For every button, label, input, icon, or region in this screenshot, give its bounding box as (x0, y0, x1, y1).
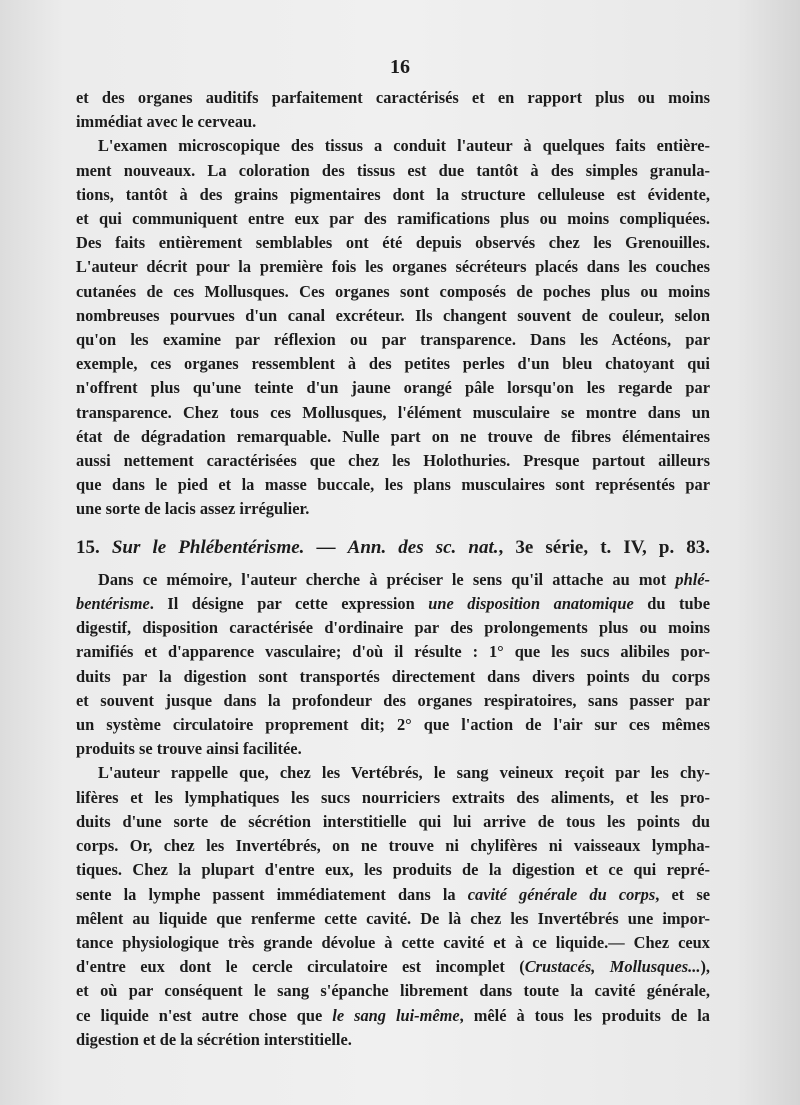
text-line: tance physiologique très grande dévolue à cette cavité et à ce liquide.— Chez ceux (76, 932, 710, 952)
text-line: L'auteur décrit pour la première fois les organes sécréteurs placés dans les couches (76, 257, 710, 277)
text-segment: d'entre eux dont le cercle circulatoire est incomplet ( (76, 957, 525, 977)
text-segment: . Il désigne par cette expression (149, 594, 429, 614)
text-line: Des faits entièrement semblables ont été depuis observés chez les Grenouilles. (76, 233, 710, 253)
page-body (76, 86, 710, 1052)
text-line: ramifiés et d'apparence vasculaire; d'où il résulte : 1° que les sucs alibiles por- (76, 642, 710, 662)
text-line: cutanées de ces Mollusques. Ces organes sont composés de poches plus ou moins (76, 281, 710, 301)
text-line: une sorte de lacis assez irrégulier. (76, 499, 310, 519)
text-line: tiques. Chez la plupart d'entre eux, les produits de la digestion et ce qui repré- (76, 860, 710, 880)
text-line: tions, tantôt à des grains pigmentaires dont la structure celluleuse est évidente, (76, 184, 710, 204)
text-segment: sente la lymphe passent immédiatement dans la (76, 884, 468, 904)
text-line: que dans le pied et la masse buccale, les plans musculaires sont représentés par (76, 475, 710, 495)
text-segment: ), (700, 957, 710, 977)
text-line: nombreuses pourvues d'un canal excréteur. Ils changent souvent de couleur, selon (76, 305, 710, 325)
text-line: duits d'une sorte de sécrétion interstitielle qui lui arrive de tous les points du (76, 811, 710, 831)
text-line (76, 592, 710, 616)
text-segment: , mêlé à tous les produits de la (459, 1005, 710, 1025)
italic-segment: le sang lui-même (332, 1005, 460, 1025)
text-segment: ce liquide n'est autre chose que (76, 1005, 333, 1025)
italic-segment: bentérisme (76, 594, 150, 614)
text-line: duits par la digestion sont transportés directement dans divers points du corps (76, 666, 710, 686)
text-segment: du tube (633, 594, 710, 614)
italic-segment: une disposition anatomique (428, 594, 634, 614)
paragraph-4 (76, 761, 710, 1051)
text-line: qu'on les examine par réflexion ou par transparence. Dans les Actéons, par (76, 330, 710, 350)
paragraph-2 (76, 134, 710, 521)
text-line: lifères et les lymphatiques les sucs nourriciers extraits des aliments, et les pro- (76, 787, 710, 807)
italic-segment: phlé- (675, 569, 710, 589)
italic-segment: Crustacés, Mollusques... (524, 957, 701, 977)
text-line (76, 883, 710, 907)
text-line (76, 568, 710, 592)
text-line: n'offrent plus qu'une teinte d'un jaune orangé pâle lorsqu'on les regarde par (76, 378, 710, 398)
heading-series: , 3e série, t. IV, p. 83. (498, 536, 711, 558)
text-line: ment nouveaux. La coloration des tissus est due tantôt à des simples granula- (76, 160, 710, 180)
text-line: digestion et de la sécrétion interstitielle. (76, 1029, 352, 1049)
section-heading (76, 536, 710, 560)
text-line: mêlent au liquide que renferme cette cavité. De là chez les Invertébrés une impor- (76, 908, 710, 928)
text-line: digestif, disposition caractérisée d'ordinaire par des prolongements plus ou moins (76, 618, 710, 638)
page-number: 16 (390, 56, 410, 78)
text-line: corps. Or, chez les Invertébrés, on ne trouve ni chylifères ni vaisseaux lympha- (76, 836, 710, 856)
heading-number: 15. (76, 536, 100, 558)
text-line: état de dégradation remarquable. Nulle part on ne trouve de fibres élémentaires (76, 426, 710, 446)
text-segment: Dans ce mémoire, l'auteur cherche à préciser le sens qu'il attache au mot (98, 569, 676, 589)
text-line (76, 1004, 710, 1028)
italic-segment: cavité générale du corps (467, 884, 656, 904)
heading-title: Sur le Phlébentérisme. (111, 536, 305, 558)
paragraph-1 (76, 86, 710, 134)
text-line: un système circulatoire proprement dit; 2° que l'action de l'air sur ces mêmes (76, 715, 710, 735)
text-line: L'auteur rappelle que, chez les Vertébrés, le sang veineux reçoit par les chy- (98, 763, 710, 783)
text-line: et qui communiquent entre eux par des ramifications plus ou moins compliquées. (76, 209, 710, 229)
text-line: et des organes auditifs parfaitement caractérisés et en rapport plus ou moins (76, 88, 710, 107)
paragraph-3 (76, 568, 710, 762)
heading-dash: — (316, 536, 336, 558)
text-line: produits se trouve ainsi facilitée. (76, 739, 302, 759)
text-line: immédiat avec le cerveau. (76, 112, 257, 132)
text-line (76, 955, 710, 979)
heading-journal: Ann. des sc. nat. (347, 536, 499, 558)
text-line: et souvent jusque dans la profondeur des organes respiratoires, sans passer par (76, 690, 710, 710)
text-line: aussi nettement caractérisées que chez les Holothuries. Presque partout ailleurs (76, 451, 710, 471)
text-line: et où par conséquent le sang s'épanche librement dans toute la cavité générale, (76, 981, 710, 1001)
text-segment: , et se (655, 884, 710, 904)
text-line: L'examen microscopique des tissus a conduit l'auteur à quelques faits entière- (98, 136, 710, 156)
text-line: transparence. Chez tous ces Mollusques, l'élément musculaire se montre dans un (76, 402, 710, 422)
text-line: exemple, ces organes ressemblent à des petites perles d'un bleu chatoyant qui (76, 354, 710, 374)
